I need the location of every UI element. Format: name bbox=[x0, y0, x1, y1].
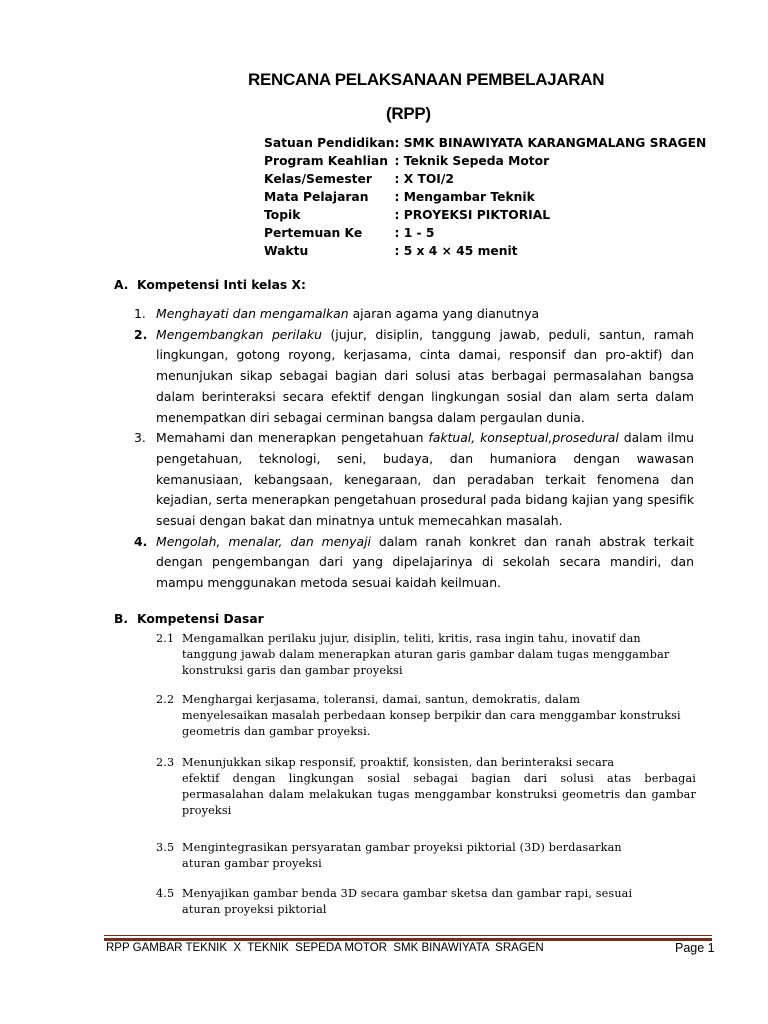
item-number: 2.2 bbox=[156, 693, 175, 706]
document-subtitle: (RPP) bbox=[386, 104, 431, 123]
item-italic-text: faktual, konseptual,prosedural bbox=[428, 430, 619, 446]
kompetensi-inti-list bbox=[134, 304, 694, 594]
item-first-line: Menyajikan gambar benda 3D secara gambar sketsa dan gambar rapi, sesuai bbox=[182, 887, 633, 900]
identity-value: : PROYEKSI PIKTORIAL bbox=[394, 208, 551, 222]
item-number: 4. bbox=[134, 533, 148, 549]
item-text: menyelesaikan masalah perbedaan konsep berpikir dan cara menggambar konstruksi geometris dan gambar proyeksi. bbox=[182, 709, 681, 738]
identity-value: : Mengambar Teknik bbox=[394, 190, 535, 204]
item-text: dalam ranah konkret dan ranah abstrak terkait dengan pengembangan dari yang dipelajarinya di sekolah secara mandiri, dan mampu menggunakan metoda sesuai kaidah keilmuan. bbox=[156, 533, 695, 591]
list-item bbox=[156, 886, 696, 918]
section-b-title: Kompetensi Dasar bbox=[137, 612, 264, 626]
document-title: RENCANA PELAKSANAAN PEMBELAJARAN bbox=[248, 70, 605, 89]
item-text: tanggung jawab dalam menerapkan aturan garis gambar dalam tugas menggambar konstruksi garis dan gambar proyeksi bbox=[182, 648, 670, 677]
item-text-pre: Memahami dan menerapkan pengetahuan bbox=[156, 430, 429, 446]
identity-value: : 5 x 4 × 45 menit bbox=[394, 244, 518, 258]
item-number: 4.5 bbox=[156, 887, 175, 900]
item-text: efektif dengan lingkungan sosial sebagai bagian dari solusi atas berbagai permasalahan dalam melakukan tugas menggambar konstruksi geometris dan gambar proyeksi bbox=[182, 772, 696, 817]
item-first-line: Menunjukkan sikap responsif, proaktif, konsisten, dan berinteraksi secara bbox=[182, 756, 615, 769]
list-item bbox=[156, 755, 696, 819]
footer-divider-thin bbox=[104, 935, 712, 936]
identity-row bbox=[264, 188, 706, 206]
identity-value: : X TOI/2 bbox=[394, 172, 454, 186]
item-text: aturan proyeksi piktorial bbox=[182, 903, 327, 916]
item-number: 2.3 bbox=[156, 756, 175, 769]
identity-label: Satuan Pendidikan bbox=[264, 136, 395, 150]
identity-value: : Teknik Sepeda Motor bbox=[394, 154, 550, 168]
identity-row bbox=[264, 224, 706, 242]
item-text: ajaran agama yang dianutnya bbox=[348, 306, 540, 321]
item-first-line: Menghargai kerjasama, toleransi, damai, santun, demokratis, dalam bbox=[182, 693, 581, 706]
section-b-letter: B. bbox=[114, 612, 129, 626]
list-item bbox=[134, 532, 694, 594]
identity-table bbox=[264, 134, 706, 260]
footer-document-label: RPP GAMBAR TEKNIK X TEKNIK SEPEDA MOTOR SMK BINAWIYATA SRAGEN bbox=[106, 942, 544, 954]
item-italic-text: Menghayati dan mengamalkan bbox=[156, 306, 349, 321]
item-first-line: Mengamalkan perilaku jujur, disiplin, teliti, kritis, rasa ingin tahu, inovatif dan bbox=[182, 632, 641, 645]
item-number: 2. bbox=[134, 326, 148, 342]
identity-label: Kelas/Semester bbox=[264, 172, 372, 186]
item-number: 2.1 bbox=[156, 632, 175, 645]
identity-label: Waktu bbox=[264, 244, 309, 258]
item-number: 3.5 bbox=[156, 841, 175, 854]
list-item bbox=[156, 692, 696, 740]
identity-label: Mata Pelajaran bbox=[264, 190, 369, 204]
list-item bbox=[134, 304, 694, 325]
identity-row bbox=[264, 152, 706, 170]
identity-label: Topik bbox=[264, 208, 301, 222]
item-text: aturan gambar proyeksi bbox=[182, 857, 322, 870]
identity-row bbox=[264, 242, 706, 260]
item-italic-text: Mengembangkan perilaku bbox=[156, 326, 323, 342]
list-item bbox=[156, 840, 696, 872]
item-italic-text: Mengolah, menalar, dan menyaji bbox=[156, 533, 371, 549]
item-text: dalam ilmu pengetahuan, teknologi, seni, budaya, dan humaniora dengan wawasan kemanusiaan, kebangsaan, kenegaraan, dan peradaban terkait fenomena dan kejadian, serta menerapkan pengetahuan prosedural pada bidang kajian yang spesifik sesuai dengan bakat dan minatnya untuk memecahkan masalah. bbox=[156, 430, 694, 529]
identity-row bbox=[264, 206, 706, 224]
section-a-title: Kompetensi Inti kelas X: bbox=[137, 278, 306, 292]
identity-value: : 1 - 5 bbox=[394, 226, 435, 240]
identity-row bbox=[264, 170, 706, 188]
page-number: Page 1 bbox=[675, 941, 715, 955]
section-a-letter: A. bbox=[114, 278, 129, 292]
item-text: (jujur, disiplin, tanggung jawab, peduli, santun, ramah lingkungan, gotong royong, kerjasama, cinta damai, responsif dan pro-aktif) dan menunjukan sikap sebagai bagian dari solusi atas berbagai permasalahan bangsa dalam berinteraksi secara efektif dengan lingkungan sosial dan alam serta dalam menempatkan diri sebagai cerminan bangsa dalam pergaulan dunia. bbox=[156, 326, 694, 425]
item-number: 1. bbox=[134, 306, 146, 321]
item-number: 3. bbox=[134, 430, 146, 446]
identity-label: Program Keahlian bbox=[264, 154, 388, 168]
list-item bbox=[134, 325, 694, 429]
list-item bbox=[156, 631, 696, 679]
list-item bbox=[134, 428, 694, 532]
identity-row bbox=[264, 134, 706, 152]
identity-value: : SMK BINAWIYATA KARANGMALANG SRAGEN bbox=[394, 136, 707, 150]
identity-label: Pertemuan Ke bbox=[264, 226, 363, 240]
item-first-line: Mengintegrasikan persyaratan gambar proyeksi piktorial (3D) berdasarkan bbox=[182, 841, 622, 854]
footer-divider-thick bbox=[104, 938, 712, 941]
